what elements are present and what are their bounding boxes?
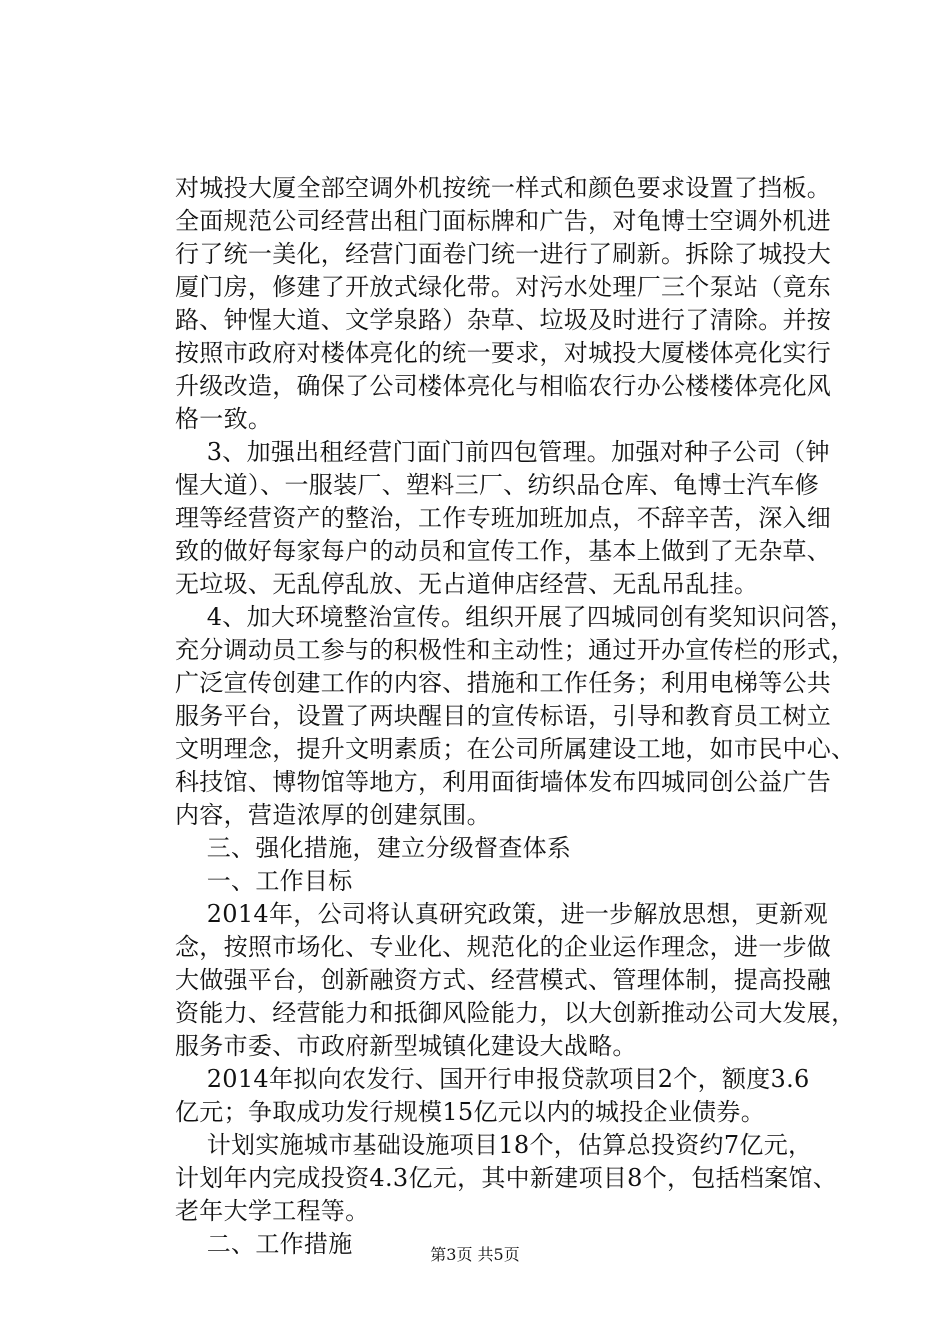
page-number-footer: 第3页 共5页 (430, 1245, 520, 1264)
section-heading: 一、工作目标 (175, 867, 353, 895)
body-line: 服务市委、市政府新型城镇化建设大战略。 (175, 1032, 637, 1060)
body-line: 2014年，公司将认真研究政策，进一步解放思想，更新观 (175, 900, 828, 928)
section-heading: 三、强化措施，建立分级督查体系 (175, 834, 572, 862)
body-line: 大做强平台，创新融资方式、经营模式、管理体制，提高投融 (175, 966, 832, 994)
body-line: 理等经营资产的整治，工作专班加班加点，不辞辛苦，深入细 (175, 504, 832, 532)
body-line: 厦门房，修建了开放式绿化带。对污水处理厂三个泵站（竟东 (175, 273, 832, 301)
document-body (175, 172, 855, 1261)
body-line: 全面规范公司经营出租门面标牌和广告，对龟博士空调外机进 (175, 207, 832, 235)
body-line: 服务平台，设置了两块醒目的宣传标语，引导和教育员工树立 (175, 702, 832, 730)
body-line: 致的做好每家每户的动员和宣传工作，基本上做到了无杂草、 (175, 537, 832, 565)
body-line: 内容，营造浓厚的创建氛围。 (175, 801, 491, 829)
body-line: 亿元；争取成功发行规模15亿元以内的城投企业债券。 (175, 1098, 766, 1126)
section-heading: 二、工作措施 (175, 1230, 353, 1258)
body-line: 3、加强出租经营门面门前四包管理。加强对种子公司（钟 (175, 438, 830, 466)
body-line: 念，按照市场化、专业化、规范化的企业运作理念，进一步做 (175, 933, 832, 961)
body-line: 充分调动员工参与的积极性和主动性；通过开办宣传栏的形式， (175, 636, 856, 664)
body-line: 无垃圾、无乱停乱放、无占道伸店经营、无乱吊乱挂。 (175, 570, 759, 598)
body-line: 广泛宣传创建工作的内容、措施和工作任务；利用电梯等公共 (175, 669, 832, 697)
body-line: 资能力、经营能力和抵御风险能力，以大创新推动公司大发展， (175, 999, 856, 1027)
body-line: 2014年拟向农发行、国开行申报贷款项目2个，额度3.6 (175, 1065, 810, 1093)
body-line: 4、加大环境整治宣传。组织开展了四城同创有奖知识问答， (175, 603, 855, 631)
body-line: 格一致。 (175, 405, 273, 433)
body-line: 路、钟惺大道、文学泉路）杂草、垃圾及时进行了清除。并按 (175, 306, 832, 334)
body-line: 计划实施城市基础设施项目18个，估算总投资约7亿元， (175, 1131, 813, 1159)
body-line: 文明理念，提升文明素质；在公司所属建设工地，如市民中心、 (175, 735, 856, 763)
body-line: 惺大道）、一服装厂、塑料三厂、纺织品仓库、龟博士汽车修 (175, 471, 820, 499)
body-line: 老年大学工程等。 (175, 1197, 370, 1225)
body-line: 对城投大厦全部空调外机按统一样式和颜色要求设置了挡板。 (175, 174, 832, 202)
body-line: 计划年内完成投资4.3亿元，其中新建项目8个，包括档案馆、 (175, 1164, 838, 1192)
body-line: 科技馆、博物馆等地方，利用面街墙体发布四城同创公益广告 (175, 768, 832, 796)
body-line: 按照市政府对楼体亮化的统一要求，对城投大厦楼体亮化实行 (175, 339, 832, 367)
body-line: 升级改造，确保了公司楼体亮化与相临农行办公楼楼体亮化风 (175, 372, 832, 400)
body-line: 行了统一美化，经营门面卷门统一进行了刷新。拆除了城投大 (175, 240, 832, 268)
